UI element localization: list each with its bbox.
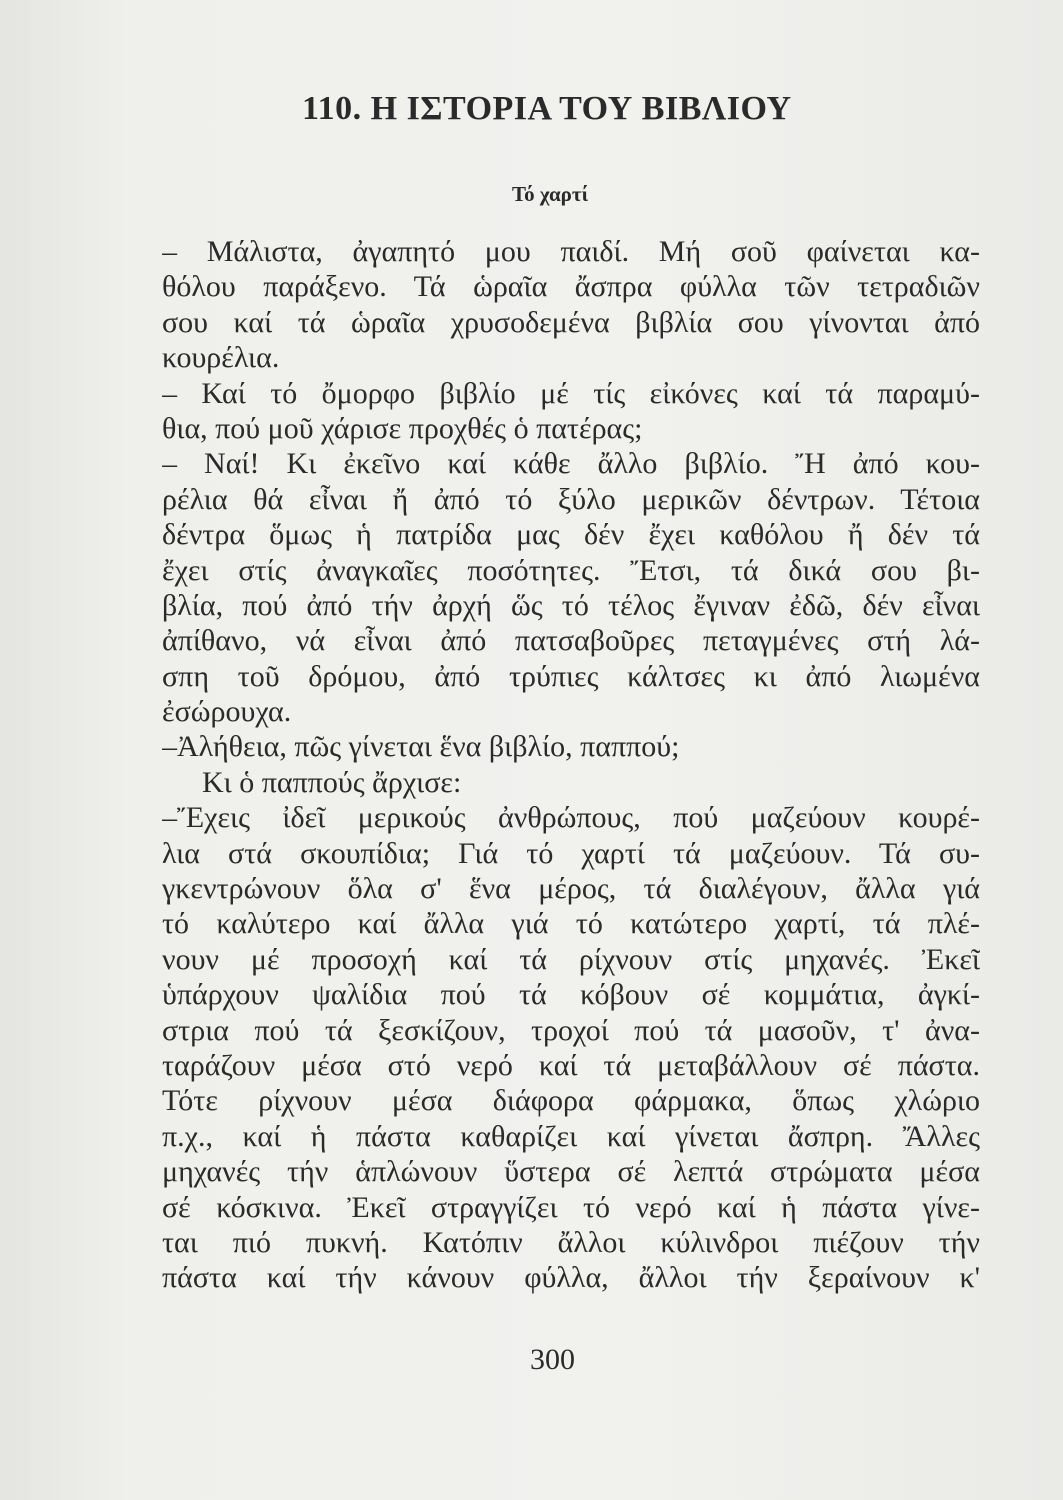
text-line: πάστα καί τήν κάνουν φύλλα, ἄλλοι τήν ξεραίνουν κ': [162, 1261, 980, 1295]
text-line: –Ἀλήθεια, πῶς γίνεται ἕνα βιβλίο, παππού;: [162, 730, 680, 764]
text-line: – Καί τό ὄμορφο βιβλίο μέ τίς εἰκόνες καί τά παραμύ-: [162, 376, 980, 410]
chapter-title: 110. Η ΙΣΤΟΡΙΑ ΤΟΥ ΒΙΒΛΙΟΥ: [302, 90, 792, 127]
text-line: σέ κόσκινα. Ἐκεῖ στραγγίζει τό νερό καί ἡ πάστα γίνε-: [162, 1190, 980, 1224]
text-line: ἐσώρουχα.: [162, 695, 292, 729]
text-line: στρια πού τά ξεσκίζουν, τροχοί πού τά μασοῦν, τ' ἀνα-: [162, 1013, 980, 1047]
text-line: γκεντρώνουν ὅλα σ' ἕνα μέρος, τά διαλέγουν, ἄλλα γιά: [162, 872, 980, 906]
text-line: ἔχει στίς ἀναγκαῖες ποσότητες. Ἔτσι, τά δικά σου βι-: [162, 553, 980, 587]
text-line: ρέλια θά εἶναι ἤ ἀπό τό ξύλο μερικῶν δέντρων. Τέτοια: [162, 482, 980, 516]
text-line: λια στά σκουπίδια; Γιά τό χαρτί τά μαζεύουν. Τά συ-: [162, 836, 980, 870]
text-line: βλία, πού ἀπό τήν ἀρχή ὥς τό τέλος ἔγιναν ἐδῶ, δέν εἶναι: [162, 588, 980, 622]
text-line: ἀπίθανο, νά εἶναι ἀπό πατσαβοῦρες πεταγμένες στή λά-: [162, 624, 980, 658]
text-line: σου καί τά ὡραῖα χρυσοδεμένα βιβλία σου γίνονται ἀπό: [162, 305, 980, 339]
text-line: Κι ὁ παππούς ἄρχισε:: [202, 765, 462, 799]
page-number: 300: [530, 1343, 575, 1376]
text-line: Τότε ρίχνουν μέσα διάφορα φάρμακα, ὅπως χλώριο: [162, 1084, 980, 1118]
text-line: θόλου παράξενο. Τά ὡραῖα ἄσπρα φύλλα τῶν τετραδιῶν: [162, 270, 980, 304]
text-line: νουν μέ προσοχή καί τά ρίχνουν στίς μηχανές. Ἐκεῖ: [162, 942, 980, 976]
text-line: – Μάλιστα, ἀγαπητό μου παιδί. Μή σοῦ φαίνεται κα-: [162, 235, 980, 268]
text-line: ταράζουν μέσα στό νερό καί τά μεταβάλλουν σέ πάστα.: [162, 1048, 980, 1082]
text-line: ται πιό πυκνή. Κατόπιν ἄλλοι κύλινδροι πιέζουν τήν: [162, 1225, 980, 1259]
text-line: σπη τοῦ δρόμου, ἀπό τρύπιες κάλτσες κι ἀπό λιωμένα: [162, 659, 980, 693]
section-subtitle: Τό χαρτί: [512, 182, 589, 206]
text-line: μηχανές τήν ἁπλώνουν ὕστερα σέ λεπτά στρώματα μέσα: [162, 1155, 980, 1189]
text-line: θια, πού μοῦ χάρισε προχθές ὁ πατέρας;: [162, 411, 643, 445]
body-text: [162, 234, 980, 1296]
text-line: π.χ., καί ἡ πάστα καθαρίζει καί γίνεται ἄσπρη. Ἄλλες: [162, 1119, 980, 1153]
text-line: –Ἔχεις ἰδεῖ μερικούς ἀνθρώπους, πού μαζεύουν κουρέ-: [162, 801, 980, 835]
text-line: – Ναί! Κι ἐκεῖνο καί κάθε ἄλλο βιβλίο. Ἤ ἀπό κου-: [162, 447, 980, 481]
text-line: δέντρα ὅμως ἡ πατρίδα μας δέν ἔχει καθόλου ἤ δέν τά: [162, 518, 980, 552]
text-line: ὑπάρχουν ψαλίδια πού τά κόβουν σέ κομμάτια, ἀγκί-: [162, 978, 980, 1012]
text-line: τό καλύτερο καί ἄλλα γιά τό κατώτερο χαρτί, τά πλέ-: [162, 907, 980, 941]
text-line: κουρέλια.: [162, 341, 280, 375]
